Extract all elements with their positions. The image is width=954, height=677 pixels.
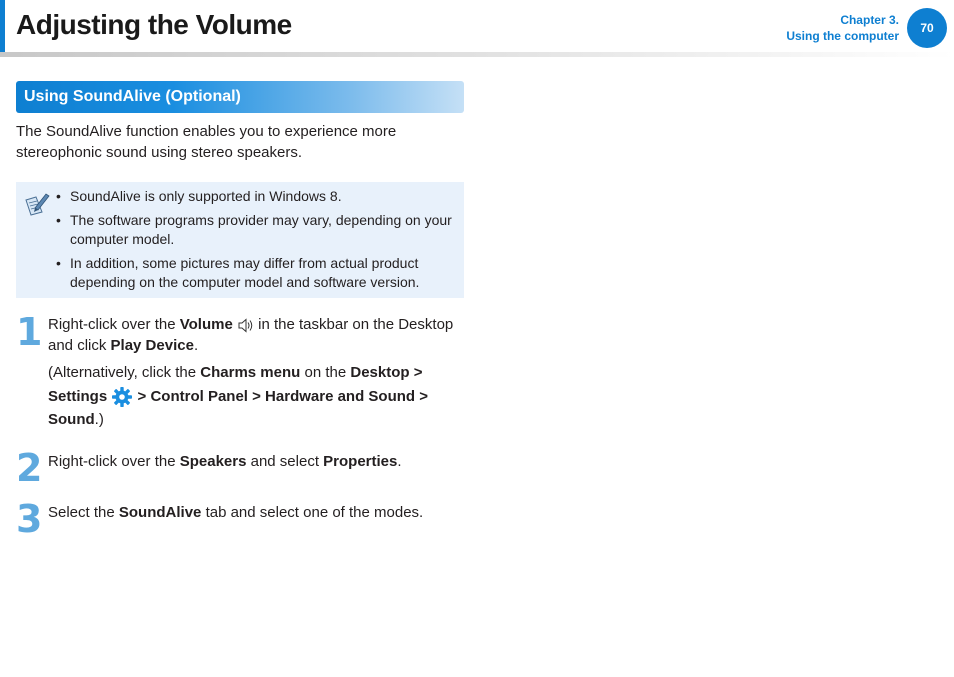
step-1-text: Right-click over the Volume in the taskbar on the Desktop and click Play Device.: [48, 316, 454, 354]
step-3-text: Select the SoundAlive tab and select one of the modes.: [48, 504, 424, 521]
section-intro: The SoundAlive function enables you to experience more stereophonic sound using stereo speakers.: [16, 123, 397, 161]
settings-gear-icon: [111, 386, 133, 408]
step-1-alternative: (Alternatively, click the Charms menu on the Desktop > Settings > Control Panel > Hardware and Sound > Sound.): [48, 364, 429, 428]
volume-speaker-icon: [237, 317, 254, 334]
page-title: Adjusting the Volume: [16, 9, 292, 40]
chapter-number: Chapter 3.: [840, 13, 899, 27]
note-pencil-icon: [22, 190, 50, 218]
header-accent-bar: [0, 0, 5, 52]
step-number: 1: [16, 310, 43, 354]
step-2-text: Right-click over the Speakers and select Properties.: [48, 453, 402, 470]
play-device-label: Play Device: [110, 337, 194, 354]
chapter-label: [786, 12, 899, 44]
chapter-name: Using the computer: [786, 29, 899, 43]
note-item: • The software programs provider may vary, depending on your computer model.: [54, 211, 454, 249]
page-number-badge: 70: [907, 8, 947, 48]
volume-label: Volume: [179, 316, 233, 333]
step-number: 2: [16, 446, 43, 490]
note-box: [16, 182, 464, 298]
note-item: • SoundAlive is only supported in Windows 8.: [54, 187, 454, 206]
note-list: [54, 187, 454, 297]
note-item: • In addition, some pictures may differ from actual product depending on the computer model and software version.: [54, 254, 454, 292]
step-number: 3: [16, 497, 43, 541]
section-heading: Using SoundAlive (Optional): [16, 81, 464, 113]
header-divider: [0, 52, 954, 57]
